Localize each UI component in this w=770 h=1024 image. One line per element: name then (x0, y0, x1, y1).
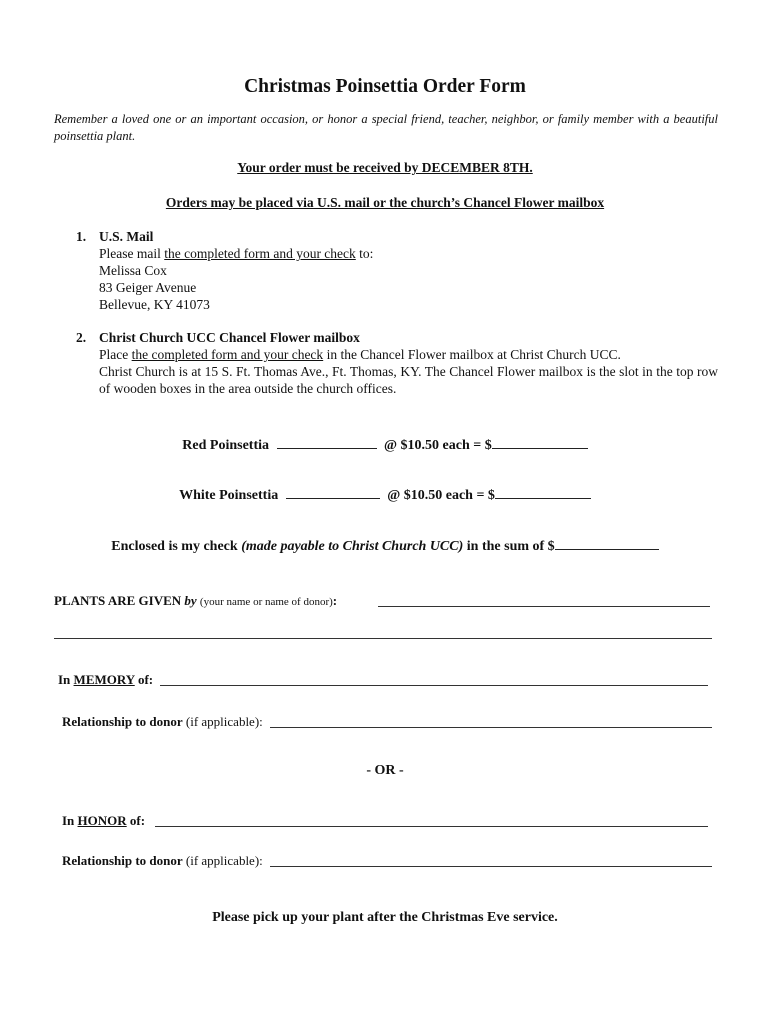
instruction-underlined: the completed form and your check (131, 347, 324, 362)
form-title: Christmas Poinsettia Order Form (244, 76, 526, 97)
enclosed-check-row (0, 537, 770, 555)
relationship-normal: (if applicable): (182, 714, 263, 729)
white-quantity-field[interactable] (286, 486, 380, 499)
red-poinsettia-label: Red Poinsettia (182, 438, 269, 453)
enclosed-text: Enclosed is my check (111, 539, 242, 554)
donor-hint: (your name or name of donor) (199, 596, 333, 608)
order-methods-heading: Orders may be placed via U.S. mail or the church’s Chancel Flower mailbox (165, 195, 605, 210)
instruction-text: Place (99, 347, 132, 362)
white-poinsettia-label: White Poinsettia (179, 488, 279, 503)
red-total-field[interactable] (492, 436, 588, 449)
address-street: 83 Geiger Avenue (99, 280, 197, 295)
given-colon: : (332, 593, 338, 608)
method-number: 1. (76, 229, 87, 244)
memory-word: MEMORY (73, 672, 135, 687)
pickup-notice: Please pick up your plant after the Christmas Eve service. (212, 910, 558, 925)
red-price-text: @ $10.50 each = $ (384, 438, 492, 453)
method-heading: Christ Church UCC Chancel Flower mailbox (99, 330, 360, 345)
white-price-text: @ $10.50 each = $ (387, 488, 495, 503)
method-number: 2. (76, 330, 87, 345)
address-city: Bellevue, KY 41073 (99, 297, 210, 312)
given-by-italic: by (184, 593, 197, 608)
method-chancel-mailbox (76, 329, 718, 397)
memory-pre: In (58, 672, 74, 687)
method-heading: U.S. Mail (99, 229, 154, 244)
instruction-text: Please mail (99, 246, 165, 261)
red-poinsettia-row (0, 436, 770, 454)
memory-of-field[interactable] (160, 685, 708, 686)
given-text: PLANTS ARE GIVEN (54, 593, 185, 608)
enclosed-sum-text: in the sum of $ (463, 539, 555, 554)
relationship-bold: Relationship to donor (62, 714, 183, 729)
instruction-underlined: the completed form and your check (164, 246, 356, 261)
honor-of-field[interactable] (155, 826, 708, 827)
red-quantity-field[interactable] (277, 436, 377, 449)
instruction-text-end: in the Chancel Flower mailbox at Christ Church UCC. (323, 347, 621, 362)
relationship-bold: Relationship to donor (62, 853, 183, 868)
donor-name-field[interactable] (378, 606, 710, 607)
mailbox-instruction (99, 346, 718, 363)
white-poinsettia-row (0, 486, 770, 504)
address-name: Melissa Cox (99, 263, 167, 278)
instruction-text-end: to: (355, 246, 374, 261)
honor-post: of: (126, 813, 146, 828)
check-sum-field[interactable] (555, 537, 659, 550)
deadline-notice: Your order must be received by DECEMBER 8TH. (237, 160, 533, 175)
mailbox-details: Christ Church is at 15 S. Ft. Thomas Ave., Ft. Thomas, KY. The Chancel Flower mailbox is the slot in the top row of wooden boxes in the area outside the church offices. (99, 364, 718, 396)
honor-relationship-field[interactable] (270, 866, 712, 867)
donor-name-field-2[interactable] (54, 638, 712, 639)
white-total-field[interactable] (495, 486, 591, 499)
relationship-normal: (if applicable): (182, 853, 263, 868)
mail-instruction (99, 245, 718, 262)
memory-relationship-field[interactable] (270, 727, 712, 728)
honor-pre: In (62, 813, 78, 828)
intro-text: Remember a loved one or an important occasion, or honor a special friend, teacher, neighbor, or family member with a beautiful poinsettia plant. (54, 112, 718, 143)
memory-post: of: (134, 672, 154, 687)
honor-word: HONOR (77, 813, 127, 828)
payable-note: (made payable to Christ Church UCC) (241, 539, 464, 554)
method-us-mail (76, 228, 718, 313)
or-separator: - OR - (366, 763, 404, 778)
